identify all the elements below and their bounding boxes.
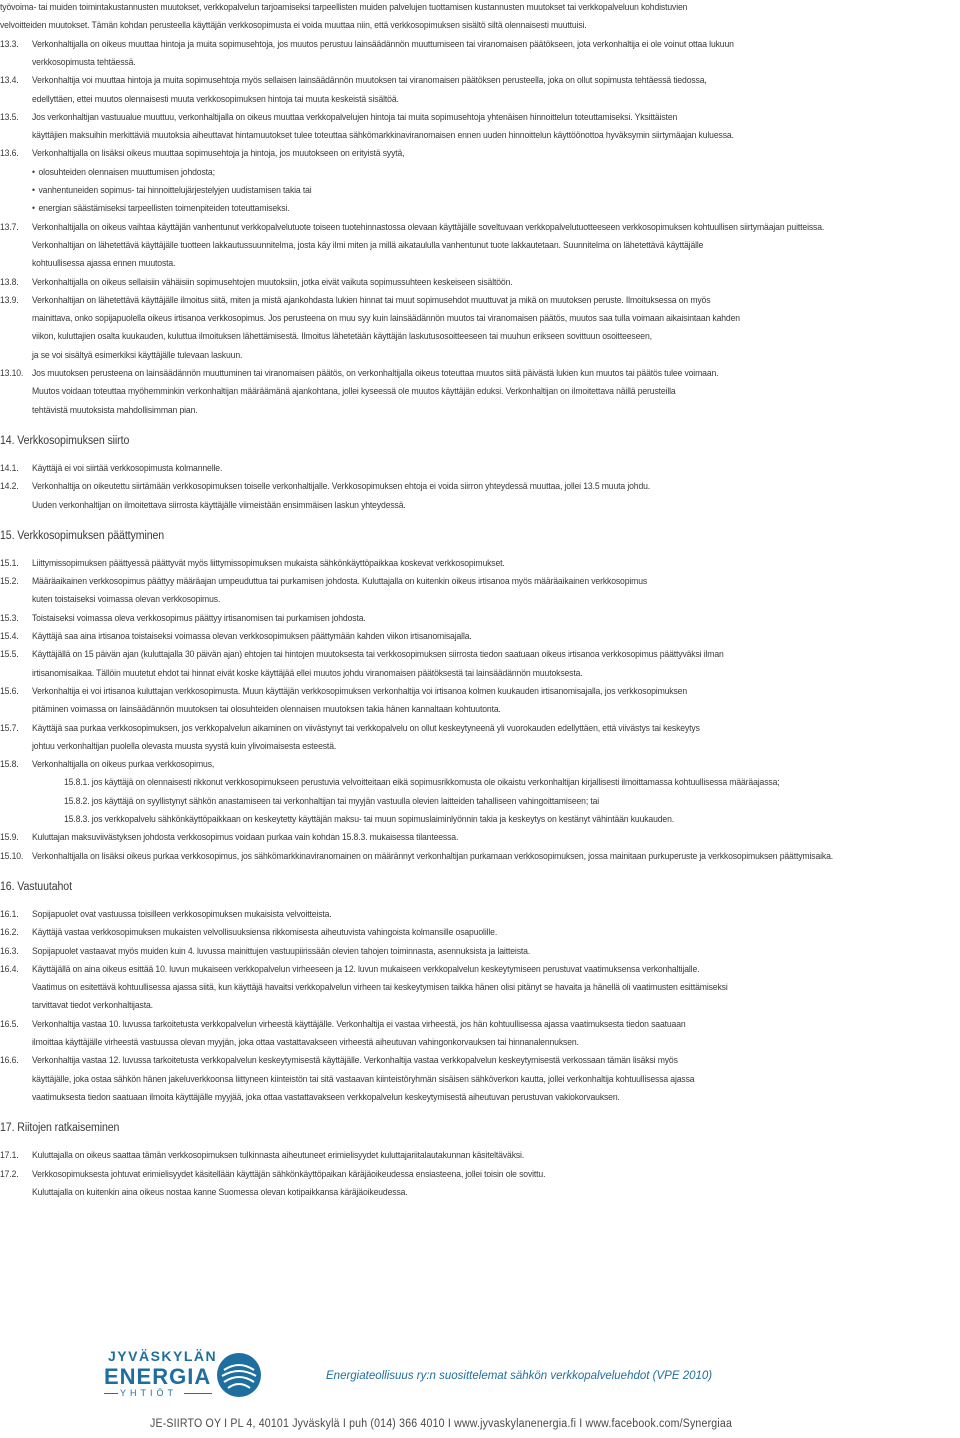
clause-text-line: verkkosopimusta tehtäessä.: [32, 56, 136, 68]
clause-number: 13.4.: [0, 75, 19, 87]
clause-number: 16.1.: [0, 908, 19, 920]
clause-number: 16.6.: [0, 1055, 19, 1067]
logo-rule-left: [104, 1393, 118, 1394]
clause-text-line: viikon, kuluttajien osalta kuukauden, kuluttua ilmoituksen lähettämisestä. Ilmoitus lähetetään käyttäjän laskutusosoitteeseen tai muuhun erikseen sovittuun osoitteeseen,: [32, 331, 652, 343]
logo-rule-right: [184, 1393, 212, 1394]
clause-text-line: Käyttäjä saa purkaa verkkosopimuksen, jos verkkopalvelun aikaminen on viivästynyt tai verkkopalvelu on ollut keskeytyneenä yli vuorokauden edellyttäen, että viivästys tai keskeytys: [32, 722, 700, 734]
clause-number: 16.2.: [0, 927, 19, 939]
clause-text-line: työvoima- tai muiden toimintakustannusten muutokset, verkkopalvelun tarjoamiseksi tarpeellisten muiden palvelujen tuottamisen kustannusten muutokset tai verkkopalveluun kohdistuvien: [0, 2, 688, 13]
clause-number: 17.1.: [0, 1150, 19, 1162]
clause-text-line: Käyttäjällä on 15 päivän ajan (kuluttajalla 30 päivän ajan) ehtojen tai hintojen muutoksesta tai verkkosopimuksen siirrosta tiedon saatuaan oikeus irtisanoa verkkosopimus päättyväksi ilman: [32, 649, 724, 661]
section-heading: 14. Verkkosopimuksen siirto: [0, 434, 130, 447]
clause-number: 13.6.: [0, 148, 19, 160]
clause-text-line: mainittava, onko sopijapuolella oikeus irtisanoa verkkosopimus. Jos perusteena on muu syy kuin lainsäädännön muutos tai viranomaisen päätös, muutos saa tulla voimaan aikaisintaan kahden: [32, 313, 740, 325]
clause-text-line: Vaatimus on esitettävä kohtuullisessa ajassa siitä, kun käyttäjä havaitsi verkkopalvelun virheen tai keskeytymisen taikka hänen olisi pitänyt se havaita ja hänellä oli vaatimusten esittämiseksi: [32, 982, 728, 994]
clause-text-line: ja se voi sisältyä esimerkiksi käyttäjälle tulevaan laskuun.: [32, 349, 243, 361]
clause-text-line: kuten toistaiseksi voimassa olevan verkkosopimus.: [32, 594, 221, 606]
clause-text-line: pitäminen voimassa on lainsäädännön muutoksen tai olosuhteiden olennaisen muutoksen takia hänen kannaltaan kohtuutonta.: [32, 704, 501, 716]
clause-text-line: kohtuullisessa ajassa ennen muutosta.: [32, 258, 176, 270]
clause-number: 15.4.: [0, 631, 19, 642]
clause-number: 13.3.: [0, 38, 19, 50]
clause-text-line: velvoitteiden muutokset. Tämän kohdan perusteella käyttäjän verkkosopimusta ei voida muuttaa niin, että verkkosopimuksen sisältö siltä olennaisesti muuttuisi.: [0, 20, 587, 32]
clause-text-line: Toistaiseksi voimassa oleva verkkosopimus päättyy irtisanomisen tai purkamisen johdosta.: [32, 612, 366, 624]
clause-text-line: Verkonhaltijan on lähetettävä käyttäjälle ilmoitus siitä, miten ja mistä ajankohdasta lukien hinnat tai muut sopimusehdot muuttuvat ja mikä on muutoksen peruste. Ilmoituksessa on myös: [32, 294, 711, 306]
clause-number: 13.10.: [0, 368, 24, 379]
clause-text-line: Sopijapuolet vastaavat myös muiden kuin 4. luvussa mainittujen vastuupiirissään olevien tahojen toiminnasta, asennuksista ja laitteista.: [32, 945, 531, 957]
clause-text-line: irtisanomisaikaa. Tällöin muutetut ehdot tai hinnat eivät koske käyttäjää ellei muutos johdu viranomaisen päätöksestä tai lainsäädännön muutoksesta.: [32, 667, 583, 679]
clause-number: 15.8.: [0, 759, 19, 771]
clause-text-line: Verkonhaltija ei voi irtisanoa kuluttajan verkkosopimusta. Muun käyttäjän verkkosopimuksen verkonhaltija voi irtisanoa kolmen kuukauden irtisanomisajalla, jos verkkosopimuksen: [32, 685, 688, 697]
bullet-item: • vanhentuneiden sopimus- tai hinnoittelujärjestelyjen uudistamisen takia tai: [32, 182, 312, 200]
clause-text-line: Kuluttajalla on kuitenkin aina oikeus nostaa kanne Suomessa olevan kotipaikkansa käräjäoikeudessa.: [32, 1186, 408, 1198]
clause-text-line: Määräaikainen verkkosopimus päättyy määräajan umpeuduttua tai purkamisen johdosta. Kuluttajalla on kuitenkin oikeus irtisanoa myös määräaikainen verkkosopimus: [32, 576, 648, 588]
sub-clause-line: 15.8.3. jos verkkopalvelu sähkönkäyttöpaikkaan on keskeytetty käyttäjän maksu- tai muun sopimuslaiminlyönnin takia ja keskeytys on kestänyt vähintään kuukauden.: [64, 814, 675, 825]
clause-text-line: Liittymissopimuksen päättyessä päättyvät myös liittymissopimuksen mukaista sähkönkäyttöpaikkaa koskevat verkkosopimukset.: [32, 557, 505, 569]
clause-number: 14.2.: [0, 481, 19, 493]
company-logo: [90, 1348, 280, 1404]
clause-text-line: Kuluttajalla on oikeus saattaa tämän verkkosopimuksen tulkinnasta aiheutuneet erimielisyydet kuluttajariitalautakunnan käsiteltäväksi.: [32, 1150, 525, 1162]
clause-text-line: edellyttäen, ettei muutos olennaisesti muuta verkkosopimuksen hintoja tai muuta keskeistä sisältöä.: [32, 93, 399, 105]
clause-text-line: Verkonhaltija vastaa 10. luvussa tarkoitetusta verkkopalvelun virheestä käyttäjälle. Verkonhaltija ei vastaa virheestä, jos hän kohtuullisessa ajassa vaatimuksesta tiedon saatuaan: [32, 1018, 686, 1030]
section-heading: 15. Verkkosopimuksen päättyminen: [0, 529, 165, 542]
clause-text-line: Käyttäjä saa aina irtisanoa toistaiseksi voimassa olevan verkkosopimuksen päättymään kahden viikon irtisanomisajalla.: [32, 631, 472, 642]
clause-text-line: Käyttäjä ei voi siirtää verkkosopimusta kolmannelle.: [32, 462, 223, 474]
logo-sub-text: YHTIÖT: [120, 1388, 177, 1398]
clause-number: 16.3.: [0, 945, 19, 957]
clause-number: 16.5.: [0, 1018, 19, 1030]
clause-number: 15.7.: [0, 722, 19, 734]
section-heading: 16. Vastuutahot: [0, 880, 72, 893]
clause-text-line: Verkonhaltijalla on lisäksi oikeus muuttaa sopimusehtoja ja hintoja, jos muutokseen on erityistä syytä,: [32, 148, 405, 160]
clause-text-line: Verkonhaltijalla on oikeus vaihtaa käyttäjän vanhentunut verkkopalvelutuote toiseen tuotehinnastossa olevaan käyttäjälle soveltuvaan verkkopalvelutuotteeseen verkkosopimuksen kohtuullisen siirtymäajan puitteissa.: [32, 221, 825, 233]
footer-terms-note: Energiateollisuus ry:n suosittelemat sähkön verkkopalveluehdot (VPE 2010): [326, 1370, 713, 1382]
clause-text-line: käyttäjien maksuihin merkittäviä muutoksia aiheuttavat hintamuutokset tulee toteuttaa sähkömarkkinaviranomaisen ennen uuden hinnoittelun käyttöönottoa hyväksymin siirtymäajan kuluessa.: [32, 130, 734, 142]
clause-number: 15.5.: [0, 649, 19, 661]
clause-text-line: vaatimuksesta tiedon saatuaan ilmoita käyttäjälle myyjää, joka ottaa vastattavakseen verkkopalvelun keskeytymisestä aiheutuvan perustuvan vakiokorvauksen.: [32, 1091, 620, 1103]
footer-contact-line: JE-SIIRTO OY I PL 4, 40101 Jyväskylä I puh (014) 366 4010 I www.jyvaskylanenergia.fi I www.facebook.com/Synergiaa: [150, 1418, 733, 1430]
clause-number: 15.2.: [0, 576, 19, 588]
clause-text-line: Verkonhaltija on oikeutettu siirtämään verkkosopimuksen toiselle verkonhaltijalle. Verkkosopimuksen ehtoja ei voida siirron yhteydessä muuttaa, jollei 13.5 muuta johdu.: [32, 481, 651, 493]
clause-number: 15.10.: [0, 850, 24, 862]
clause-text-line: tehtävistä muutoksista mahdollisimman pian.: [32, 404, 198, 416]
clause-text-line: Sopijapuolet ovat vastuussa toisilleen verkkosopimuksen mukaisista velvoitteista.: [32, 908, 332, 920]
clause-text-line: Käyttäjä vastaa verkkosopimuksen mukaisten velvollisuuksiensa rikkomisesta aiheutuvista vahingoista kolmansille osapuolille.: [32, 927, 498, 939]
clause-number: 14.1.: [0, 462, 19, 474]
clause-number: 15.3.: [0, 612, 19, 624]
clause-text-line: Kuluttajan maksuviivästyksen johdosta verkkosopimus voidaan purkaa vain kohdan 15.8.3. mukaisessa tilanteessa.: [32, 832, 459, 844]
clause-text-line: Uuden verkonhaltijan on ilmoitettava siirrosta käyttäjälle viimeistään ensimmäisen laskun yhteydessä.: [32, 499, 406, 511]
bullet-item: • olosuhteiden olennaisen muuttumisen johdosta;: [32, 164, 215, 182]
clause-text-line: Muutos voidaan toteuttaa myöhemminkin verkonhaltijan määräämänä ajankohtana, jollei kyseessä ole muutos käyttäjän eduksi. Verkonhaltijan on ilmoitettava näillä perusteilla: [32, 386, 676, 398]
clause-text-line: Käyttäjällä on aina oikeus esittää 10. luvun mukaiseen verkkopalvelun virheeseen ja 12. luvun mukaiseen verkkopalvelun keskeytymiseen perustuvat vaatimuksensa verkonhaltijalle.: [32, 963, 700, 975]
clause-number: 13.5.: [0, 111, 19, 123]
clause-text-line: Verkonhaltijalla on lisäksi oikeus purkaa verkkosopimus, jos sähkömarkkinaviranomainen on määrännyt verkonhaltijan purkamaan verkkosopimuksen, jossa mainitaan purkuperuste ja verkkosopimuksen päättymisaika.: [32, 850, 834, 862]
clause-number: 15.1.: [0, 557, 19, 569]
clause-text-line: käyttäjälle, joka ostaa sähkön hänen jakeluverkkoonsa liittyneen kiinteistön tai sitä vastaavan kiinteistöryhmän sisäisen sähköverkon kautta, jollei verkonhaltija kohtuullisessa ajassa: [32, 1073, 695, 1085]
clause-number: 13.8.: [0, 276, 19, 288]
clause-text-line: Jos verkonhaltijan vastuualue muuttuu, verkonhaltijalla on oikeus muuttaa verkkopalvelujen hintoja tai muita sopimusehtoja yhtenäisen hinnoittelun toteuttamiseksi. Yksittäisten: [32, 111, 678, 123]
clause-text-line: Verkonhaltija voi muuttaa hintoja ja muita sopimusehtoja myös sellaisen lainsäädännön muutoksen tai viranomaisen päätöksen perusteella, joka on ollut sopimusta tehtäessä tiedossa,: [32, 75, 707, 87]
clause-text-line: Verkonhaltijalla on oikeus sellaisiin vähäisiin sopimusehtojen muutoksiin, jotka eivät vaikuta sopimussuhteen keskeiseen sisältöön.: [32, 276, 513, 288]
clause-text-line: ilmoittaa käyttäjälle virheestä vastuussa olevan myyjän, joka ottaa vastattavakseen virheestä aiheutuvan vahingonkorvauksen tai hinnanalennuksen.: [32, 1037, 579, 1048]
section-heading: 17. Riitojen ratkaiseminen: [0, 1122, 120, 1135]
clause-number: 15.6.: [0, 685, 19, 697]
bullet-item: • energian säästämiseksi tarpeellisten toimenpiteiden toteuttamiseksi.: [32, 200, 289, 218]
sub-clause-line: 15.8.2. jos käyttäjä on syyllistynyt sähkön anastamiseen tai verkonhaltijan tai myyjän vastuulla olevien laitteiden tahalliseen vahingoittamiseen; tai: [64, 795, 600, 807]
clause-text-line: Verkkosopimuksesta johtuvat erimielisyydet käsitellään käyttäjän sähkönkäyttöpaikan käräjäoikeudessa ensiasteena, jollei toisin ole sovittu.: [32, 1168, 546, 1180]
clause-number: 13.7.: [0, 221, 19, 233]
clause-text-line: johtuu verkonhaltijan puolella olevasta muusta syystä kuin ylivoimaisesta esteestä.: [32, 740, 337, 752]
logo-main-text: ENERGIA: [104, 1364, 212, 1389]
energia-swirl-icon: [216, 1352, 262, 1398]
sub-clause-line: 15.8.1. jos käyttäjä on olennaisesti rikkonut verkkosopimukseen perustuvia velvoitteitaan eikä sopimusrikkomusta ole oikaistu verkonhaltijan kirjallisesti ilmoittamassa kohtuullisessa määräajassa;: [64, 777, 780, 789]
clause-text-line: Verkonhaltijalla on oikeus muuttaa hintoja ja muita sopimusehtoja, jos muutos perustuu lainsäädännön muuttumiseen tai viranomaisen päätökseen, jota verkonhaltija ei ole voinut ottaa lukuun: [32, 38, 734, 50]
clause-text-line: Jos muutoksen perusteena on lainsäädännön muuttuminen tai viranomaisen päätös, on verkonhaltijalla oikeus toteuttaa muutos siitä päivästä lukien kun muutos tai päätös tulee voimaan.: [32, 368, 719, 379]
clause-number: 15.9.: [0, 832, 19, 844]
logo-top-text: JYVÄSKYLÄN: [108, 1348, 218, 1364]
clause-number: 16.4.: [0, 963, 19, 975]
clause-text-line: Verkonhaltijan on lähetettävä käyttäjälle tuotteen lakkautussuunnitelma, josta käy ilmi miten ja millä aikataululla vanhentunut tuote lakkautetaan. Suunnitelma on lähetettävä käyttäjälle: [32, 239, 704, 251]
clause-text-line: tarvittavat tiedot verkonhaltijasta.: [32, 1000, 153, 1012]
clause-number: 17.2.: [0, 1168, 19, 1180]
clause-number: 13.9.: [0, 294, 19, 306]
clause-text-line: Verkonhaltija vastaa 12. luvussa tarkoitetusta verkkopalvelun keskeytymisestä käyttäjälle. Verkonhaltija vastaa verkkopalvelun keskeytymisestä verkossaan tämän lisäksi myös: [32, 1055, 678, 1067]
clause-text-line: Verkonhaltijalla on oikeus purkaa verkkosopimus,: [32, 759, 215, 771]
